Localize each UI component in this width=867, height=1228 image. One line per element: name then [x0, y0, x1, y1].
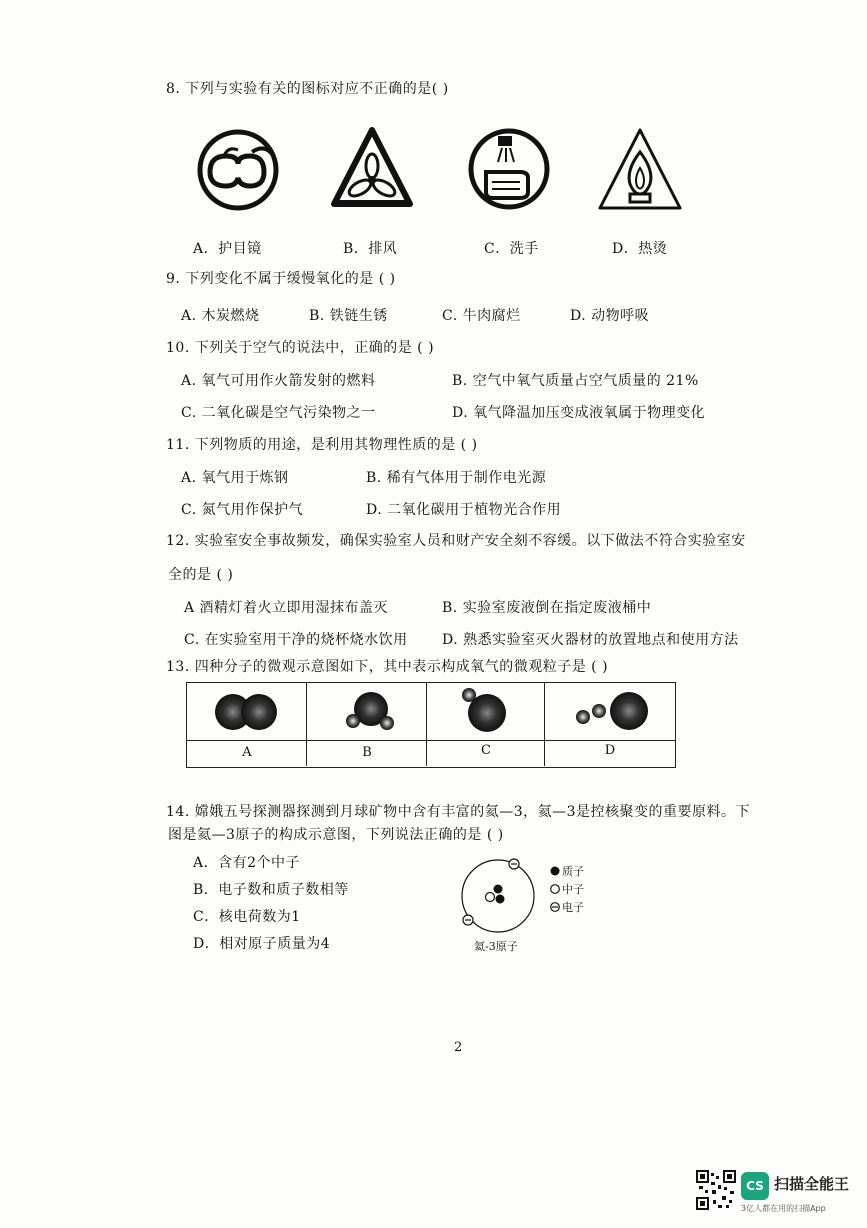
question-12-stem-line2: 全的是 ( ) [168, 567, 234, 583]
helium-3-atom-diagram [456, 856, 542, 936]
q8-option-c: C．洗手 [484, 241, 539, 257]
q12-option-c: C. 在实验室用干净的烧杯烧水饮用 [184, 632, 408, 648]
q12-option-a: A 酒精灯着火立即用湿抹布盖灭 [184, 600, 389, 616]
legend-electron: 电子 [562, 901, 584, 914]
q10-option-a: A. 氧气可用作火箭发射的燃料 [181, 373, 376, 389]
q8-option-a: A．护目镜 [193, 241, 262, 257]
question-14-stem-line2: 图是氦—3原子的构成示意图，下列说法正确的是 ( ) [168, 827, 504, 843]
molecule-label-d: D [604, 743, 616, 758]
question-10-stem: 10. 下列关于空气的说法中，正确的是 ( ) [166, 340, 435, 356]
scanner-app-title: 扫描全能王 [774, 1175, 850, 1193]
q12-option-b: B. 实验室废液倒在指定废液桶中 [442, 600, 652, 616]
q14-option-b: B．电子数和质子数相等 [193, 882, 349, 898]
question-9-stem: 9. 下列变化不属于缓慢氧化的是 ( ) [166, 271, 396, 287]
question-12-stem-line1: 12. 实验室安全事故频发，确保实验室人员和财产安全刻不容缓。以下做法不符合实验室安 [166, 533, 746, 549]
q9-option-d: D. 动物呼吸 [570, 308, 650, 324]
q9-option-c: C. 牛肉腐烂 [442, 308, 521, 324]
molecule-d [571, 687, 661, 735]
q14-option-d: D．相对原子质量为4 [193, 936, 331, 952]
molecule-a [207, 689, 287, 735]
hand-wash-icon [468, 126, 550, 212]
goggles-icon [196, 128, 280, 212]
qr-code-icon [696, 1170, 736, 1210]
q9-option-a: A. 木炭燃烧 [181, 308, 260, 324]
question-13-stem: 13. 四种分子的微观示意图如下，其中表示构成氧气的微观粒子是 ( ) [166, 659, 609, 675]
molecule-table [186, 682, 676, 768]
q14-option-a: A．含有2个中子 [193, 855, 301, 871]
legend-neutron-icon [550, 884, 560, 894]
question-8-stem: 8. 下列与实验有关的图标对应不正确的是( ) [166, 81, 449, 97]
scanner-app-subtitle: 3亿人都在用的扫描App [741, 1204, 826, 1213]
molecule-c [457, 685, 517, 735]
scanner-logo: CS [741, 1172, 769, 1200]
q10-option-c: C. 二氧化碳是空气污染物之一 [181, 405, 376, 421]
q11-option-d: D. 二氧化碳用于植物光合作用 [366, 502, 562, 518]
molecule-label-c: C [481, 743, 491, 758]
legend-proton: 质子 [562, 865, 584, 878]
atom-caption: 氦-3原子 [474, 940, 518, 953]
fan-icon [330, 124, 414, 210]
q8-option-d: D．热烫 [612, 241, 668, 257]
flame-icon [596, 124, 684, 214]
page-number: 2 [454, 1040, 463, 1055]
question-11-stem: 11. 下列物质的用途，是利用其物理性质的是 ( ) [166, 437, 478, 453]
legend-proton-icon [550, 866, 560, 876]
q11-option-c: C. 氮气用作保护气 [181, 502, 304, 518]
molecule-label-b: B [362, 745, 372, 760]
q11-option-a: A. 氧气用于炼钢 [181, 470, 289, 486]
q12-option-d: D. 熟悉实验室灭火器材的放置地点和使用方法 [442, 632, 739, 648]
legend-neutron: 中子 [562, 883, 584, 896]
q10-option-b: B. 空气中氧气质量占空气质量的 21% [452, 373, 699, 389]
q10-option-d: D. 氧气降温加压变成液氧属于物理变化 [452, 405, 706, 421]
q11-option-b: B. 稀有气体用于制作电光源 [366, 470, 547, 486]
legend-electron-icon [550, 902, 560, 912]
q9-option-b: B. 铁链生锈 [309, 308, 388, 324]
q8-option-b: B．排风 [343, 241, 398, 257]
molecule-b [337, 687, 407, 735]
molecule-label-a: A [242, 745, 252, 760]
question-14-stem-line1: 14. 嫦娥五号探测器探测到月球矿物中含有丰富的氦—3，氦—3是控核聚变的重要原料。下 [166, 804, 751, 820]
q14-option-c: C．核电荷数为1 [193, 909, 301, 925]
